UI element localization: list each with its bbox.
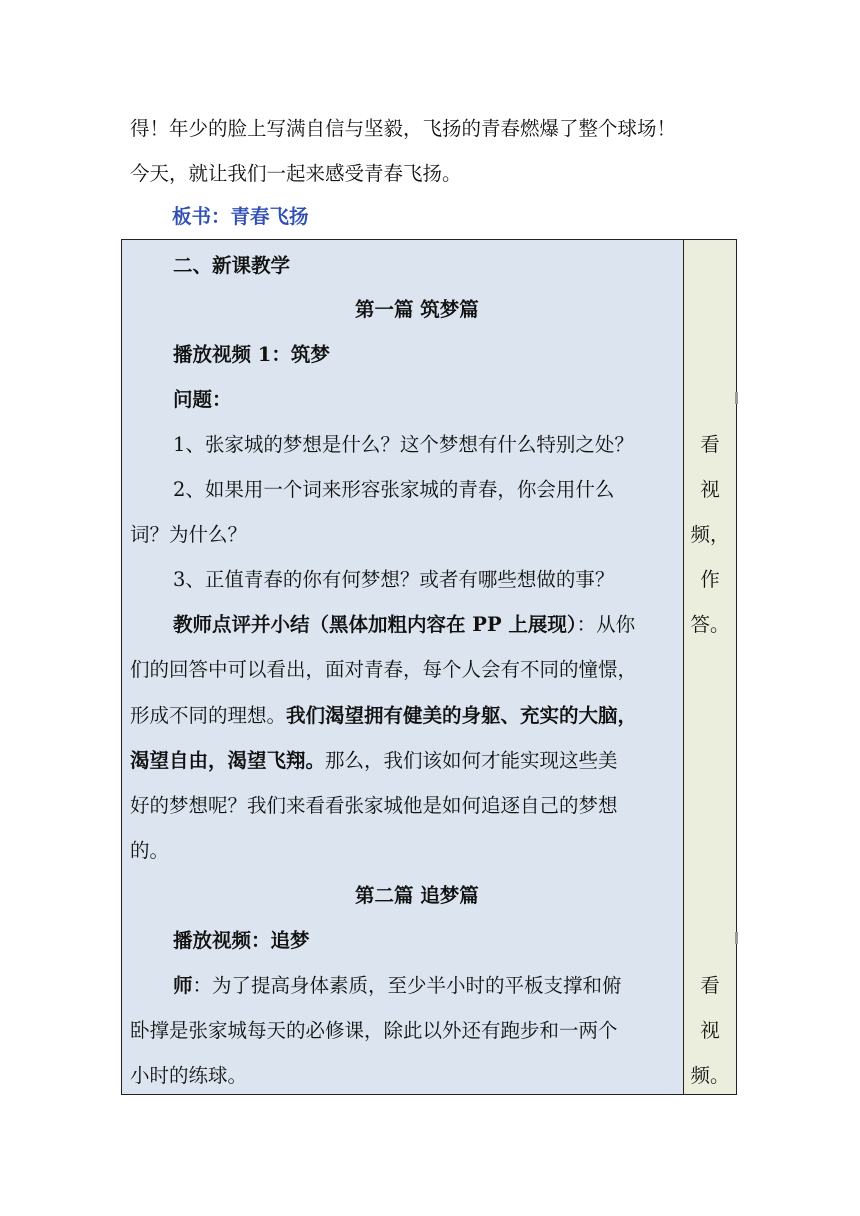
side-char: 看 [700, 974, 720, 997]
side-char: 看 [700, 433, 720, 456]
side-char: 频， [690, 523, 730, 546]
side-char: 频。 [690, 1064, 730, 1087]
side-char: 作 [700, 568, 720, 591]
comment-bold-3: 我们渴望拥有健美的身躯、充实的大脑， [286, 704, 638, 727]
part2-title: 第二篇 追梦篇 [355, 884, 479, 907]
side-char: 视 [700, 1019, 720, 1042]
section-heading: 二、新课教学 [173, 254, 291, 277]
comment-plain-3: 形成不同的理想。 [130, 704, 287, 727]
side-char: 视 [700, 478, 720, 501]
teacher-text-1: ：为了提高身体素质，至少半小时的平板支撑和俯 [192, 974, 622, 997]
comment-bold-lead: 教师点评并小结（黑体加粗内容在 PP 上展现） [173, 613, 577, 636]
comment-line-2: 们的回答中可以看出，面对青春，每个人会有不同的憧憬， [130, 658, 638, 681]
teacher-label: 师 [173, 974, 193, 997]
comment-line-4 [130, 749, 618, 773]
clipped-edge-mark [735, 392, 738, 404]
student-activity-cell [684, 240, 736, 1094]
teacher-line-1 [173, 974, 622, 998]
intro-line-2: 今天，就让我们一起来感受青春飞扬。 [130, 162, 462, 185]
question-3: 3、正值青春的你有何梦想？或者有哪些想做的事？ [173, 568, 615, 591]
question-2a: 2、如果用一个词来形容张家城的青春，你会用什么 [173, 478, 615, 501]
part1-title: 第一篇 筑梦篇 [355, 298, 479, 321]
board-title: 板书：青春飞扬 [172, 205, 309, 228]
part1-video: 播放视频 1：筑梦 [173, 343, 330, 366]
comment-line-1 [173, 613, 635, 637]
question-2b: 词？为什么？ [130, 523, 248, 546]
clipped-edge-mark [735, 932, 738, 944]
teacher-line-2: 卧撑是张家城每天的必修课，除此以外还有跑步和一两个 [130, 1019, 618, 1042]
comment-line-6: 的。 [130, 839, 170, 862]
question-label: 问题： [173, 388, 232, 411]
part2-video: 播放视频：追梦 [173, 929, 310, 952]
comment-line-3 [130, 704, 637, 728]
intro-line-1: 得！年少的脸上写满自信与坚毅，飞扬的青春燃爆了整个球场！ [130, 117, 677, 140]
question-1: 1、张家城的梦想是什么？这个梦想有什么特别之处？ [173, 433, 634, 456]
teacher-line-3: 小时的练球。 [130, 1064, 248, 1087]
lesson-table [121, 239, 737, 1095]
comment-bold-4: 渴望自由，渴望飞翔。 [130, 749, 326, 772]
comment-lead-rest: ：从你 [576, 613, 636, 636]
teaching-content-cell [122, 240, 684, 1094]
comment-plain-4: 那么，我们该如何才能实现这些美 [325, 749, 618, 772]
comment-line-5: 好的梦想呢？我们来看看张家城他是如何追逐自己的梦想 [130, 794, 618, 817]
side-char: 答。 [690, 613, 730, 636]
